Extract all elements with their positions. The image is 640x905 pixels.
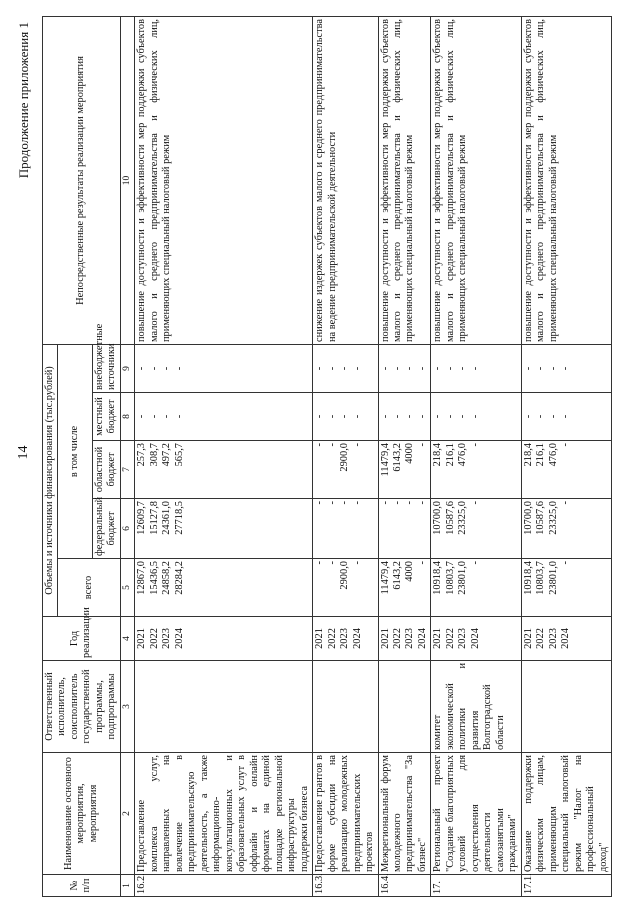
regional-budget-list [521,441,611,499]
cell-value: - [339,501,351,505]
cell-value: 2022 [326,628,338,649]
cell-value: - [148,414,160,419]
measure-name: Предоставление грантов в форме субсидии на реализацию молодежных предпринимательских проектов [313,753,378,875]
local-budget-list [431,393,521,441]
cell-value: - [161,414,173,419]
row-number: 17. [431,875,521,897]
continuation-label: Продолжение приложения 1 [16,22,31,179]
responsible-executor [313,661,378,753]
cell-value: - [522,366,534,371]
cell-value: - [469,443,481,447]
column-number: 4 [120,617,134,661]
cell-value: 216,1 [535,443,547,467]
cell-value: 4000 [404,561,416,582]
cell-value: - [469,366,481,371]
header-year: Год реализации [43,617,121,661]
cell-value: 24858,2 [161,561,173,595]
cell-value: 27718,5 [173,501,185,535]
cell-value: 2024 [416,628,428,649]
year-list [521,617,611,661]
offbudget-list [135,345,313,393]
cell-value: 257,3 [136,443,148,467]
header-responsible: Ответственный исполнитель, соисполнитель государственной программы, подпрограммы [43,661,121,753]
cell-value: - [351,501,363,505]
expected-result: повышение доступности и эффективности мер поддержки субъектов малого и среднего предпринимательства и физических лиц, применяющих специальный налоговый режим [431,17,521,345]
cell-value: - [469,414,481,419]
program-table [42,16,612,897]
expected-result: повышение доступности и эффективности мер поддержки субъектов малого и среднего предпринимательства и физических лиц, применяющих специальный налоговый режим [521,17,611,345]
cell-value: 2023 [161,628,173,649]
year-list [135,617,313,661]
table-row [135,17,313,897]
header-name: Наименование основного мероприятия, мероприятия [43,753,121,875]
row-number: 16.4. [378,875,431,897]
cell-value: - [379,501,391,505]
cell-value: - [326,443,338,447]
responsible-executor [521,661,611,753]
cell-value: - [404,414,416,419]
federal-budget-list [521,499,611,559]
cell-value: 2900,0 [339,443,351,472]
cell-value: - [560,443,572,447]
cell-value: 2023 [457,628,469,649]
cell-value: 10700,0 [522,501,534,535]
cell-value: 23801,0 [547,561,559,595]
regional-budget-list [431,441,521,499]
cell-value: 2023 [339,628,351,649]
local-budget-list [135,393,313,441]
cell-value: - [173,366,185,371]
cell-value: - [136,366,148,371]
cell-value: 23801,0 [457,561,469,595]
cell-value: 2024 [351,628,363,649]
header-no: № п/п [43,875,121,897]
cell-value: 2022 [535,628,547,649]
row-number: 16.3. [313,875,378,897]
cell-value: - [173,414,185,419]
cell-value: - [326,366,338,371]
total-amount-list [431,559,521,617]
offbudget-list [313,345,378,393]
cell-value: - [379,414,391,419]
column-number: 5 [120,559,134,617]
offbudget-list [378,345,431,393]
cell-value: - [444,366,456,371]
cell-value: 2024 [173,628,185,649]
year-list [431,617,521,661]
cell-value: 6143,2 [391,561,403,590]
cell-value: 11479,4 [379,443,391,477]
cell-value: 2023 [404,628,416,649]
header-regional: областной бюджет [92,441,120,499]
cell-value: - [326,561,338,565]
cell-value: - [432,414,444,419]
regional-budget-list [135,441,313,499]
responsible-executor: комитет экономической политики и развития Волгоградской области [431,661,521,753]
cell-value: - [314,501,326,505]
cell-value: 15436,5 [148,561,160,595]
cell-value: 2023 [547,628,559,649]
local-budget-list [521,393,611,441]
cell-value: - [560,414,572,419]
cell-value: 216,1 [444,443,456,467]
regional-budget-list [313,441,378,499]
column-number: 10 [120,17,134,345]
cell-value: 218,4 [432,443,444,467]
cell-value: - [416,561,428,565]
federal-budget-list [313,499,378,559]
cell-value: 10918,4 [432,561,444,595]
header-local: местный бюджет [92,393,120,441]
cell-value: - [416,414,428,419]
page-number: 14 [16,445,31,460]
cell-value: 10700,0 [432,501,444,535]
cell-value: - [351,414,363,419]
cell-value: - [391,366,403,371]
cell-value: 15127,8 [148,501,160,535]
cell-value: - [161,366,173,371]
table-row [378,17,431,897]
cell-value: - [351,561,363,565]
cell-value: 10587,6 [535,501,547,535]
cell-value: - [339,414,351,419]
cell-value: - [416,501,428,505]
cell-value: - [314,443,326,447]
measure-name: Оказание поддержки физическим лицам, применяющим специальный налоговый режим "Налог на профессиональный доход" [521,753,611,875]
header-results: Непосредственные результаты реализации мероприятия [43,17,121,345]
cell-value: - [314,366,326,371]
header-total: всего [58,559,120,617]
cell-value: - [560,501,572,505]
cell-value: 10587,6 [444,501,456,535]
column-number: 2 [120,753,134,875]
column-number: 3 [120,661,134,753]
cell-value: - [432,366,444,371]
cell-value: - [404,366,416,371]
cell-value: - [457,414,469,419]
cell-value: - [339,366,351,371]
cell-value: 476,0 [547,443,559,467]
year-list [378,617,431,661]
cell-value: 12609,7 [136,501,148,535]
cell-value: - [535,366,547,371]
federal-budget-list [135,499,313,559]
cell-value: - [535,414,547,419]
row-number: 17.1. [521,875,611,897]
cell-value: - [416,443,428,447]
header-federal: федеральный бюджет [92,499,120,559]
header-funding: Объемы и источники финансирования (тыс.рублей) [43,345,58,617]
cell-value: 28284,2 [173,561,185,595]
cell-value: 2900,0 [339,561,351,590]
federal-budget-list [431,499,521,559]
cell-value: - [136,414,148,419]
cell-value: 565,7 [173,443,185,467]
responsible-executor [378,661,431,753]
cell-value: 2021 [379,628,391,649]
cell-value: 12867,0 [136,561,148,595]
local-budget-list [378,393,431,441]
cell-value: - [314,414,326,419]
cell-value: - [351,443,363,447]
offbudget-list [431,345,521,393]
column-number: 1 [120,875,134,897]
column-number: 8 [120,393,134,441]
cell-value: - [457,366,469,371]
cell-value: 10803,7 [444,561,456,595]
cell-value: - [560,561,572,565]
cell-value: - [469,501,481,505]
header-offbudget: внебюджетные источники [92,345,120,393]
header-in-that: в том числе [58,345,92,559]
cell-value: - [391,414,403,419]
total-amount-list [135,559,313,617]
total-amount-list [378,559,431,617]
measure-name: Предоставление комплекса услут, направленных на вовлечение в предпринимательскую деятельность, а также информационно-консультационных и образовательных услут в оффлайн и онлайн форматах на единой площадке региональной инфраструктуры поддержки бизнеса [135,753,313,875]
cell-value: 2022 [148,628,160,649]
cell-value: - [522,414,534,419]
cell-value: - [379,366,391,371]
cell-value: 23325,0 [547,501,559,535]
cell-value: 2021 [136,628,148,649]
cell-value: 10803,7 [535,561,547,595]
local-budget-list [313,393,378,441]
offbudget-list [521,345,611,393]
cell-value: 6143,2 [391,443,403,472]
cell-value: 308,7 [148,443,160,467]
cell-value: 4000 [404,443,416,464]
column-number: 9 [120,345,134,393]
header-row-1 [43,17,58,897]
cell-value: - [326,501,338,505]
cell-value: 11479,4 [379,561,391,595]
expected-result: снижение издержек субъектов малого и среднего предпринимательства на ведение предпринимательской деятельности [313,17,378,345]
cell-value: 2021 [522,628,534,649]
total-amount-list [521,559,611,617]
total-amount-list [313,559,378,617]
row-number: 16.2. [135,875,313,897]
cell-value: - [547,414,559,419]
table-row [431,17,521,897]
cell-value: - [314,561,326,565]
column-number: 6 [120,499,134,559]
cell-value: - [391,501,403,505]
cell-value: 2024 [469,628,481,649]
cell-value: 2022 [444,628,456,649]
cell-value: - [416,366,428,371]
column-number-row [120,17,134,897]
cell-value: - [148,366,160,371]
table-row [313,17,378,897]
measure-name: Межрегиональный форум молодежного предпринимательства "За бизнес" [378,753,431,875]
table-row [521,17,611,897]
cell-value: - [469,561,481,565]
cell-value: 476,0 [457,443,469,467]
cell-value: 24361,0 [161,501,173,535]
cell-value: 2024 [560,628,572,649]
cell-value: - [404,501,416,505]
column-number: 7 [120,441,134,499]
expected-result: повышение доступности и эффективности мер поддержки субъектов малого и среднего предпринимательства и физических лиц, применяющих специальный налоговый режим [378,17,431,345]
cell-value: - [560,366,572,371]
cell-value: - [547,366,559,371]
federal-budget-list [378,499,431,559]
year-list [313,617,378,661]
cell-value: 2021 [432,628,444,649]
responsible-executor [135,661,313,753]
cell-value: 2022 [391,628,403,649]
expected-result: повышение доступности и эффективности мер поддержки субъектов малого и среднего предпринимательства и физических лиц, применяющих специальный налоговый режим [135,17,313,345]
regional-budget-list [378,441,431,499]
cell-value: 497,2 [161,443,173,467]
cell-value: - [444,414,456,419]
cell-value: 218,4 [522,443,534,467]
measure-name: Региональный проект "Создание благоприятных условий для осуществления деятельности самозанятыми гражданами" [431,753,521,875]
cell-value: 23325,0 [457,501,469,535]
cell-value: - [351,366,363,371]
cell-value: 2021 [314,628,326,649]
cell-value: 10918,4 [522,561,534,595]
cell-value: - [326,414,338,419]
